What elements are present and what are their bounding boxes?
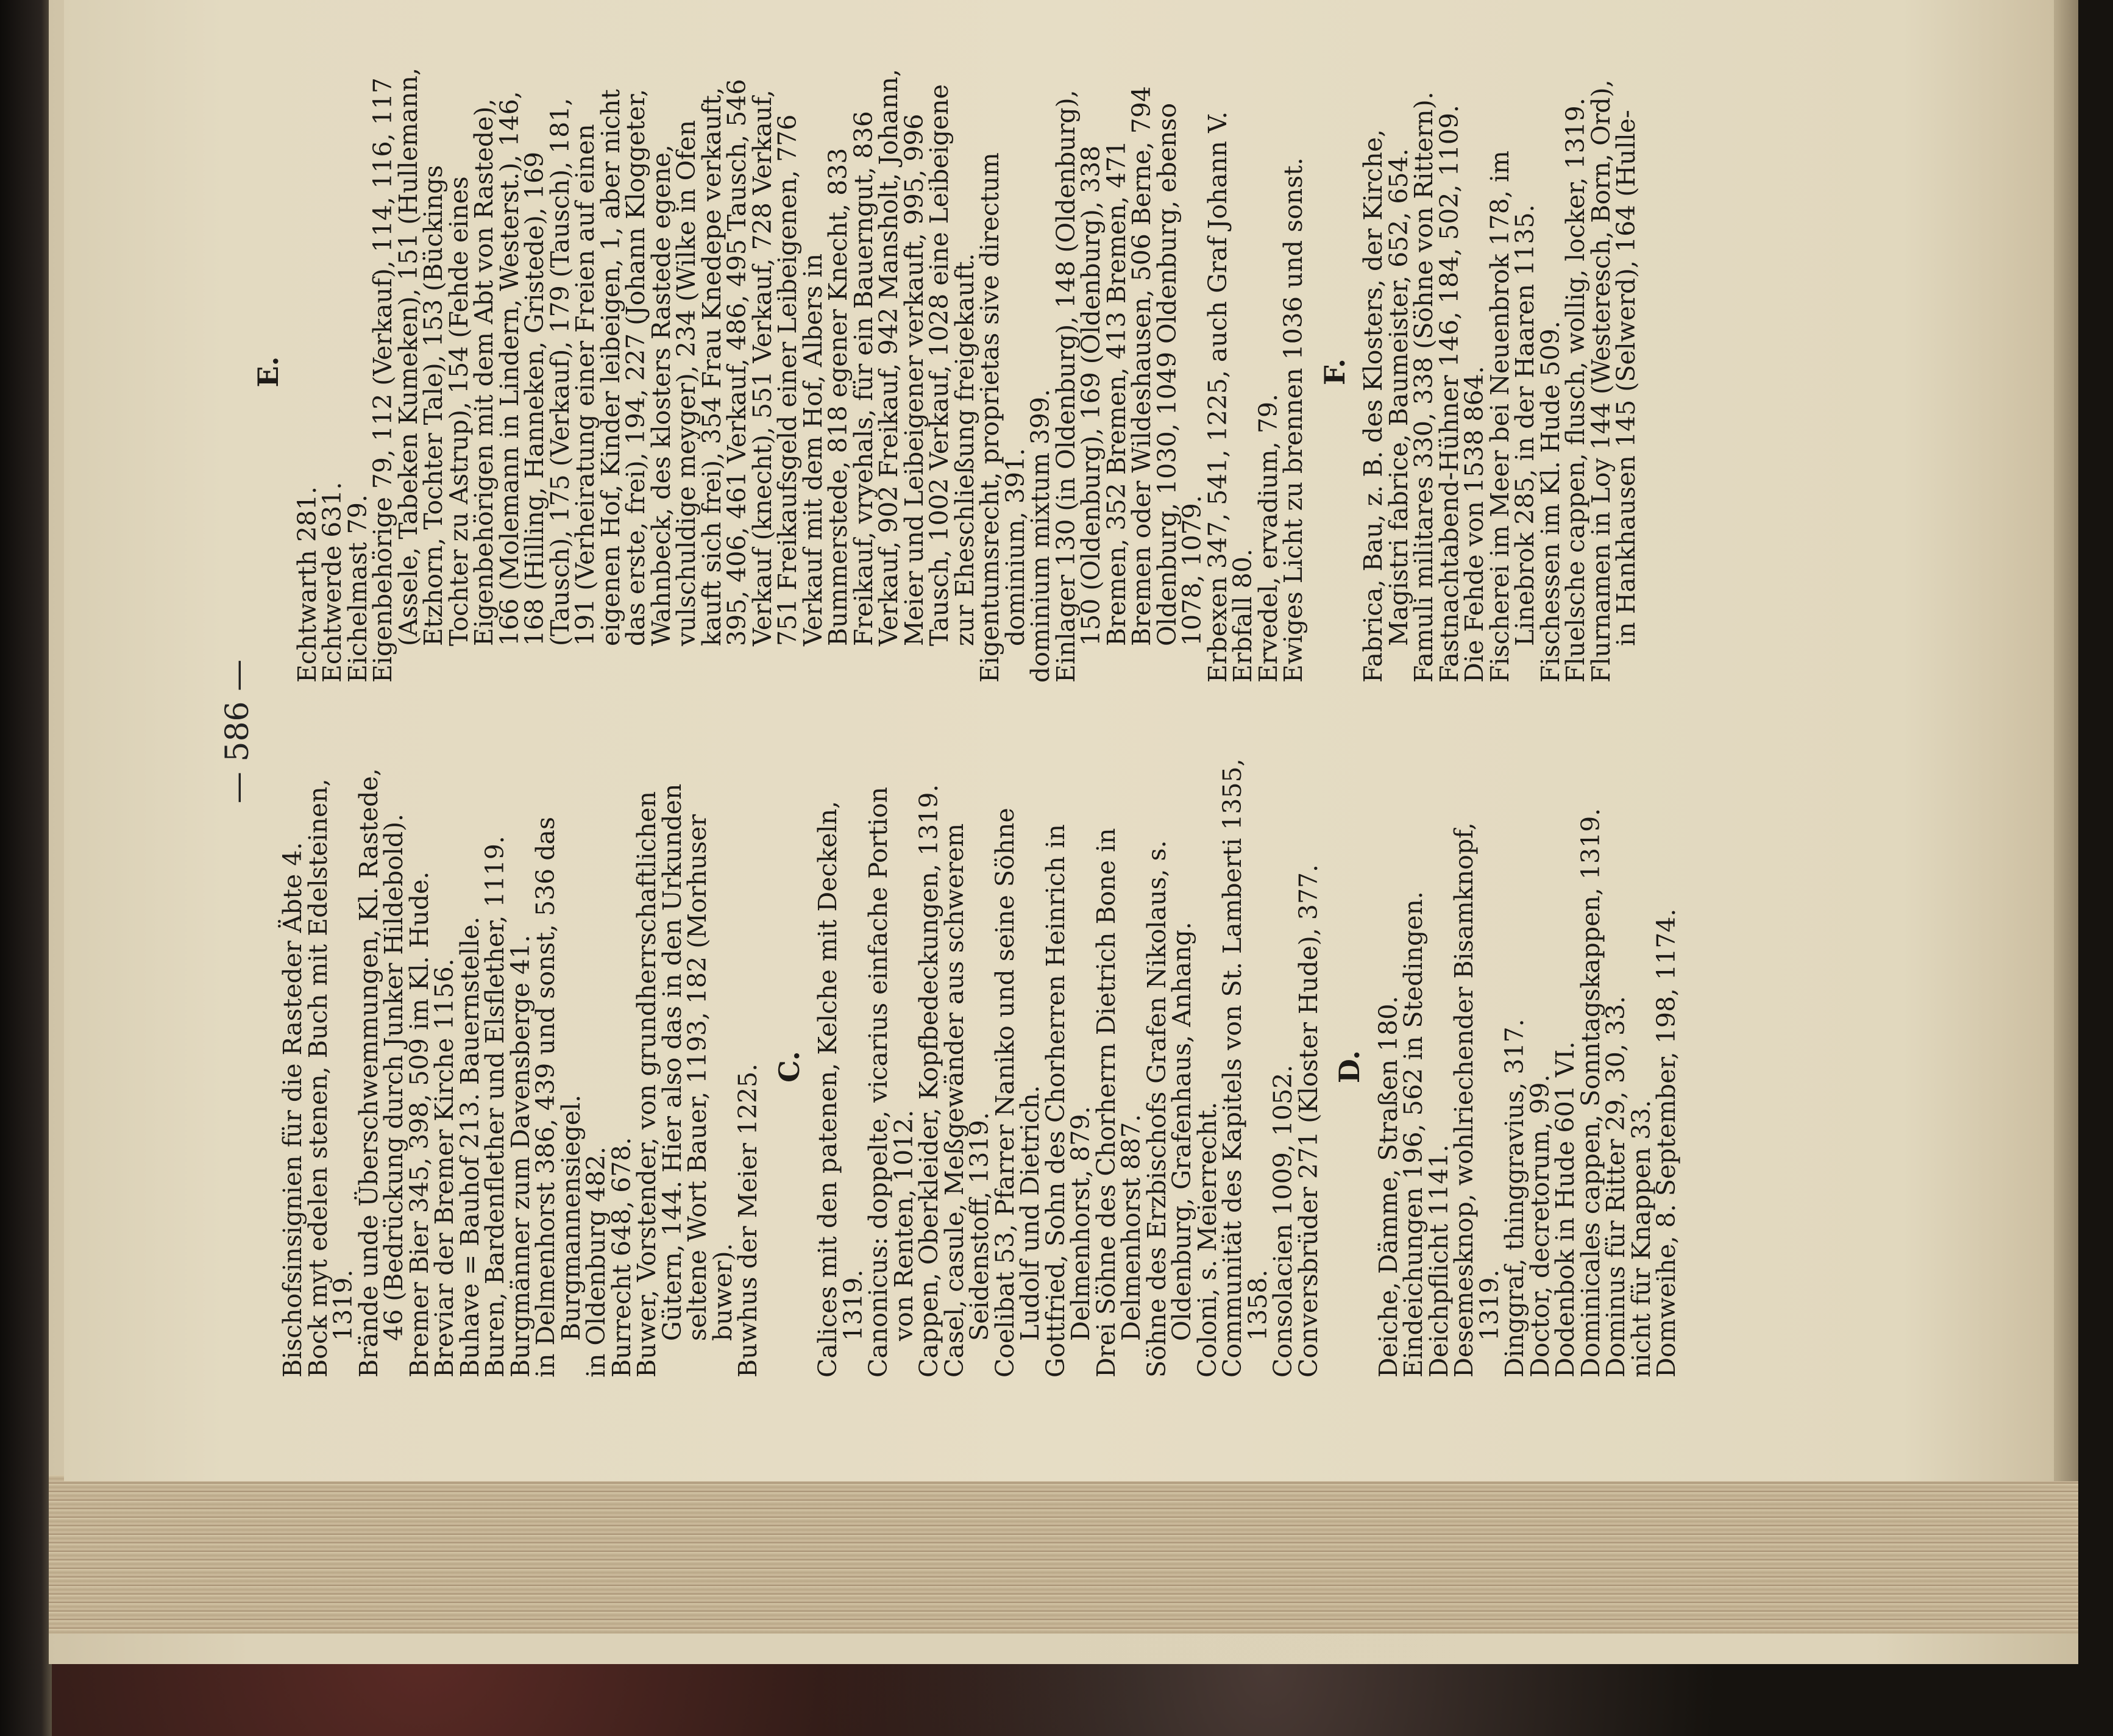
e-entries (292, 61, 1308, 683)
index-entry: Brände unde Überschwemmungen, Kl. Rastede, 46 (Bedrückung durch Junker Hildebold). (353, 768, 408, 1378)
index-entry: Buwhus der Meier 1225. (733, 1063, 762, 1378)
d-entries (1373, 756, 1681, 1378)
index-entry: Buren, Bardenflether und Elsflether, 1119. (480, 836, 510, 1378)
index-entry: Eigentumsrecht, proprietas sive directum dominium, 391. (975, 152, 1030, 683)
index-entry: Casel, casule, Meßgewänder aus schwerem Seidenstoff, 1319. (939, 823, 994, 1378)
index-entry: Eigenbehörige 79, 112 (Verkauf), 114, 116, 117 (Assele, Tabeken Kumeken), 151 (Hullemann, Etzhorn, Tochter Tale), 153 (Bückings Tochter zu Astrup), 154 (Fehde eines Eigenbehörigen mit dem Abt von Rastede), 166 (Molemann in Lindern, Westerst.), 146, 168 (Hilling, Hanneken, Gristede), 169 (Tausch), 175 (Verkauf), 179 (Tausch), 181, 191 (Verheiratung einer Freien auf einen eigenen Hof, Kinder leibeigen, 1, aber nicht das erste, frei), 194, 227 (Johann Kloggeter, Wahnbeck, des klosters Rastede egene, vulschuldige meyger), 234 (Wilke in Ofen kauft sich frei), 354 Frau Knedepe verkauft, 395, 406, 461 Verkauf, 486, 495 Tausch, 546 Verkauf (knecht), 551 Verkauf, 728 Verkauf, 751 Freikaufsgeld einer Leibeigenen, 776 Verkauf mit dem Hof, Albers in Bummerstede, 818 egener Knecht, 833 Freikauf, vryehals, für ein Bauerngut, 836 Verkauf, 902 Freikauf, 942 Mansholt, Johann, Meier und Leibeigener verkauft, 995, 996 Tausch, 1002 Verkauf, 1028 eine Leibeigene zur Eheschließung freigekauft. (368, 67, 979, 683)
section-heading-f: F. (1318, 358, 1351, 386)
index-entry: Cappen, Oberkleider, Kopfbedeckungen, 1319. (914, 784, 943, 1378)
index-entry: Bischofsinsignien für die Rasteder Äbte 4. (278, 842, 307, 1378)
index-entry: Deichpflicht 1141. (1424, 1144, 1454, 1378)
index-entry: dominium mixtum 399. (1026, 389, 1055, 683)
index-entry: Erbfall 80. (1228, 549, 1257, 683)
index-entry: Gottfried, Sohn des Chorherren Heinrich in Delmenhorst, 879. (1040, 824, 1095, 1378)
index-entry: Burgmänner zum Davensberge 41. (505, 934, 535, 1378)
index-entry: Burrecht 648, 678. (606, 1137, 636, 1378)
index-entry: Erbexen 347, 541, 1225, auch Graf Johann V. (1202, 111, 1232, 683)
index-entry: Desemesknop, wohlriechender Bisamknopf, 1319. (1449, 822, 1504, 1378)
index-entry: Dinggraf, thinggravius, 317. (1500, 1019, 1529, 1378)
index-entry: Bremer Bier 345, 398, 509 im Kl. Hude. (404, 871, 434, 1378)
index-entry: Famuli militares 330, 338 (Söhne von Rittern). (1409, 91, 1438, 683)
section-heading-e: E. (252, 356, 285, 388)
index-entry: Dominicales cappen, Sonntagskappen, 1319. (1575, 808, 1605, 1378)
index-entry: Domweihe, 8. September, 198, 1174. (1652, 908, 1681, 1378)
index-entry: Fabrica, Bau, z. B. des Klosters, der Kirche, Magistri fabrice, Baumeister, 652, 654. (1358, 129, 1413, 683)
index-entry: Breviar der Bremer Kirche 1156. (430, 958, 459, 1378)
f-entries (1358, 61, 1641, 683)
index-entry: Dominus für Ritter 29, 30, 33. (1601, 995, 1630, 1378)
index-entry: Dodenbok in Hude 601 VI. (1550, 1041, 1580, 1378)
index-entry: Echtwarth 281. (292, 486, 322, 683)
index-entry: Canonicus: doppelte, vicarius einfache Portion von Renten, 1012. (864, 786, 918, 1378)
index-entry: Consolacien 1009, 1052. (1268, 1064, 1298, 1378)
index-entry: Die Fehde von 1538 864. (1460, 366, 1489, 683)
index-entry: Doctor, decretorum, 99. (1525, 1074, 1555, 1378)
section-heading-c: C. (772, 1051, 806, 1083)
index-entry: Fluelsche cappen, flusch, wollig, locker, 1319. (1561, 98, 1590, 683)
index-entry: Deiche, Dämme, Straßen 180. (1373, 995, 1403, 1378)
left-column (280, 756, 1680, 1378)
index-entry: in Oldenburg 482. (581, 1146, 611, 1378)
page-number: — 586 — (219, 659, 256, 804)
index-entry: Coelibat 53, Pfarrer Naniko und seine Söhne Ludolf und Dietrich. (990, 808, 1045, 1378)
index-entry: Echtwerde 631. (318, 482, 347, 683)
index-entry: Söhne des Erzbischofs Grafen Nikolaus, s. Oldenburg, Grafenhaus, Anhang. (1142, 840, 1196, 1378)
index-entry: Buhave = Bauhof 213. Bauernstelle. (455, 916, 485, 1378)
index-entry: Ewiges Licht zu brennen 1036 und sonst. (1279, 157, 1308, 683)
book-spine (0, 0, 52, 1736)
index-entry: Communität des Kapitels von St. Lamberti 1355, 1358. (1218, 758, 1273, 1378)
index-entry: Eichelmast 79. (343, 494, 372, 683)
index-entry: Ervedel, ervadium, 79. (1253, 393, 1283, 683)
page-edges (49, 1475, 2078, 1634)
index-entry: Eindeichungen 196, 562 in Stedingen. (1399, 891, 1428, 1378)
index-entry: Einlager 130 (in Oldenburg), 148 (Oldenburg), 150 (Oldenburg), 169 (Oldenburg), 338 Bremen, 352 Bremen, 413 Bremen, 471 Bremen oder Wildeshausen, 506 Berne, 794 Oldenburg, 1030, 1049 Oldenburg, ebenso 1078, 1079. (1051, 86, 1207, 683)
c-entries (815, 756, 1321, 1378)
index-entry: in Delmenhorst 386, 439 und sonst, 536 das Burgmannensiegel. (531, 816, 586, 1378)
index-entry: Fischerei im Meer bei Neuenbrok 178, im Linebrok 285, in der Haaren 1135. (1485, 151, 1539, 683)
index-entry: Fastnachtabend-Hühner 146, 184, 502, 1109. (1434, 105, 1464, 683)
section-heading-d: D. (1333, 1050, 1366, 1084)
index-entry: Drei Söhne des Chorherrn Dietrich Bone in Delmenhorst 887. (1091, 828, 1146, 1378)
index-entry: Conversbrüder 271 (Kloster Hude), 377. (1293, 864, 1323, 1378)
index-entry: Flurnamen in Loy 144 (Westeresch, Born, Ord), in Hankhausen 145 (Selwerd), 164 (Hulle- (1586, 79, 1641, 683)
right-column (252, 61, 1641, 683)
index-entry: Calices mit den patenen, Kelche mit Deckeln, 1319. (813, 800, 868, 1378)
b-entries (280, 756, 761, 1378)
rotated-text-block (219, 0, 2113, 1463)
index-entry: Buwer, Vorstender, von grundherrschaftlichen Gütern, 144. Hier also das in den Urkunden seltene Wort Bauer, 1193, 182 (Morhuser buwer). (632, 783, 737, 1378)
index-entry: Coloni, s. Meierrecht. (1192, 1101, 1222, 1378)
index-entry: Fischessen im Kl. Hude 509. (1535, 321, 1565, 683)
index-entry: Bock myt edelen stenen, Buch mit Edelsteinen, 1319. (303, 778, 358, 1378)
index-entry: nicht für Knappen 33. (1626, 1100, 1656, 1378)
